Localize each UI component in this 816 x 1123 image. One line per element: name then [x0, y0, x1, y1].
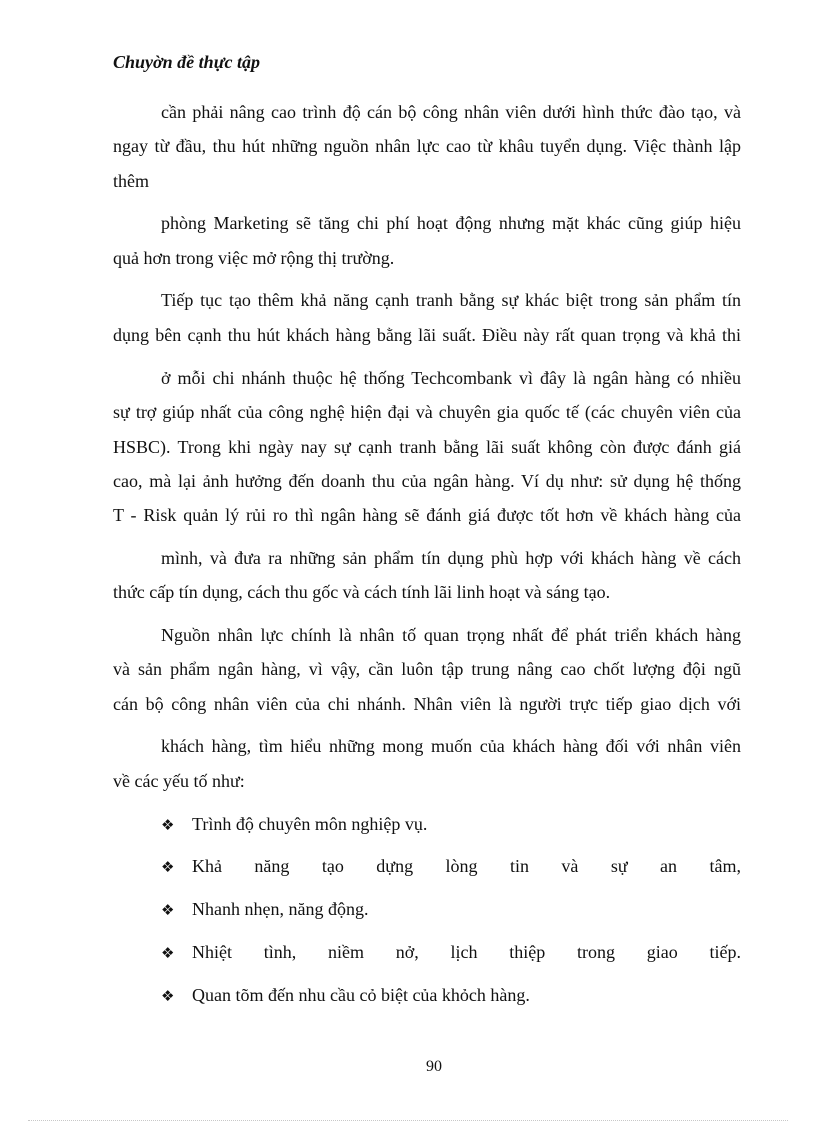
diamond-bullet-icon: ❖: [161, 901, 175, 919]
paragraph-line: cao, mà lại ảnh hưởng đến doanh thu của ngân hàng. Ví dụ như: sử dụng hệ thống: [113, 471, 741, 491]
paragraph-line: quả hơn trong việc mở rộng thị trường.: [113, 248, 395, 268]
paragraph-line: và sản phẩm ngân hàng, vì vậy, cần luôn tập trung nâng cao chốt lượng đội ngũ: [113, 659, 741, 679]
bullet-text: Nhanh nhẹn, năng động.: [192, 899, 369, 919]
bullet-text: Trình độ chuyên môn nghiệp vụ.: [192, 814, 428, 834]
paragraph-line: sự trợ giúp nhất của công nghệ hiện đại và chuyên gia quốc tế (các chuyên viên của: [113, 402, 741, 422]
footer-divider: [28, 1120, 788, 1121]
paragraph-line: ngay từ đầu, thu hút những nguồn nhân lực cao từ khâu tuyển dụng. Việc thành lập: [113, 136, 741, 156]
paragraph-line: ở mỗi chi nhánh thuộc hệ thống Techcombank vì đây là ngân hàng có nhiều: [161, 368, 741, 388]
paragraph-line: cán bộ công nhân viên của chi nhánh. Nhân viên là người trực tiếp giao dịch với: [113, 694, 741, 714]
bullet-text: Khả năng tạo dựng lòng tin và sự an tâm,: [192, 856, 741, 876]
paragraph-line: Nguồn nhân lực chính là nhân tố quan trọng nhất để phát triển khách hàng: [161, 625, 741, 645]
page-number: 90: [426, 1058, 442, 1075]
paragraph-line: T - Risk quản lý rủi ro thì ngân hàng sẽ đánh giá được tốt hơn về khách hàng của: [113, 505, 741, 525]
paragraph-line: thêm: [113, 171, 149, 191]
diamond-bullet-icon: ❖: [161, 816, 175, 834]
paragraph-line: về các yếu tố như:: [113, 771, 245, 791]
paragraph-line: khách hàng, tìm hiểu những mong muốn của khách hàng đối với nhân viên: [161, 736, 741, 756]
paragraph-line: cần phải nâng cao trình độ cán bộ công nhân viên dưới hình thức đào tạo, và: [161, 102, 741, 122]
diamond-bullet-icon: ❖: [161, 987, 175, 1005]
document-header: Chuyờn đề thực tập: [113, 52, 260, 72]
paragraph-line: thức cấp tín dụng, cách thu gốc và cách tính lãi linh hoạt và sáng tạo.: [113, 582, 611, 602]
paragraph-line: phòng Marketing sẽ tăng chi phí hoạt động nhưng mặt khác cũng giúp hiệu: [161, 213, 741, 233]
paragraph-line: mình, và đưa ra những sản phẩm tín dụng phù hợp với khách hàng về cách: [161, 548, 741, 568]
paragraph-line: HSBC). Trong khi ngày nay sự cạnh tranh bằng lãi suất không còn được đánh giá: [113, 437, 741, 457]
diamond-bullet-icon: ❖: [161, 944, 175, 962]
bullet-text: Nhiệt tình, niềm nở, lịch thiệp trong giao tiếp.: [192, 942, 741, 962]
bullet-text: Quan tõm đến nhu cầu cỏ biệt của khỏch hàng.: [192, 985, 530, 1005]
paragraph-line: dụng bên cạnh thu hút khách hàng bằng lãi suất. Điều này rất quan trọng và khả thi: [113, 325, 741, 345]
paragraph-line: Tiếp tục tạo thêm khả năng cạnh tranh bằng sự khác biệt trong sản phẩm tín: [161, 290, 741, 310]
diamond-bullet-icon: ❖: [161, 858, 175, 876]
